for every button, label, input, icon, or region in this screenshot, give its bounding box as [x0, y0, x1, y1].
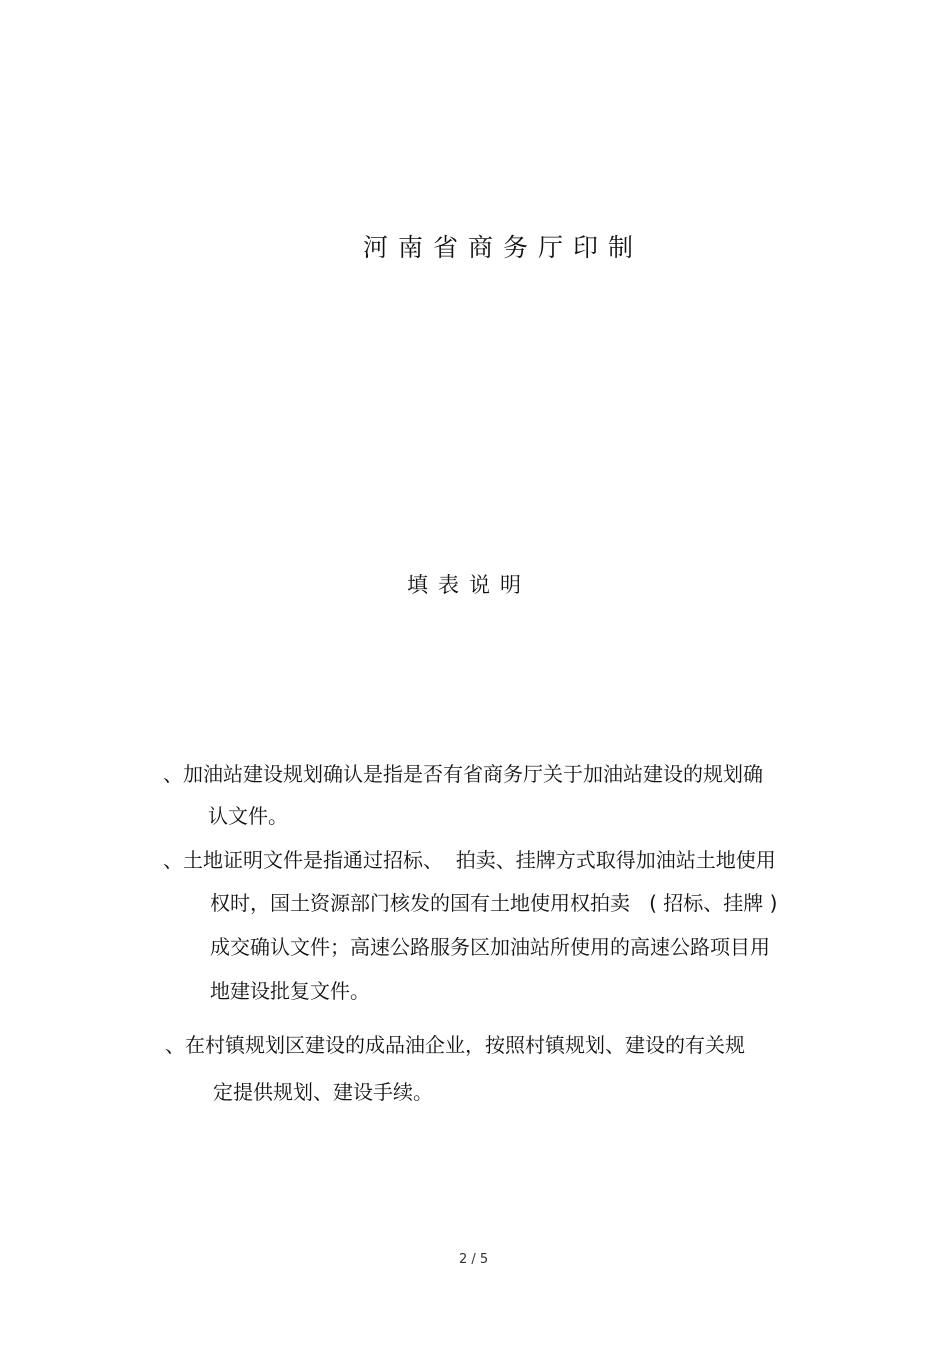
instructions-heading: 填表说明 — [407, 573, 531, 597]
note-2-line-4: 地建设批复文件。 — [210, 979, 370, 1003]
note-2-line-2: 权时，国土资源部门核发的国有土地使用权拍卖 ( 招标、挂牌 ) — [210, 891, 778, 915]
note-1-line-1: 、加油站建设规划确认是指是否有省商务厅关于加油站建设的规划确 — [163, 762, 763, 786]
note-3-line-2: 定提供规划、建设手续。 — [213, 1080, 433, 1104]
note-1-line-2: 认文件。 — [208, 804, 288, 828]
issuer-title: 河南省商务厅印制 — [363, 233, 644, 262]
note-2-line-1: 、土地证明文件是指通过招标、 拍卖、挂牌方式取得加油站土地使用 — [163, 848, 776, 872]
note-3-line-1: 、在村镇规划区建设的成品油企业，按照村镇规划、建设的有关规 — [165, 1033, 745, 1057]
page-number: 2 / 5 — [459, 1252, 489, 1267]
note-2-line-3: 成交确认文件；高速公路服务区加油站所使用的高速公路项目用 — [210, 935, 770, 959]
